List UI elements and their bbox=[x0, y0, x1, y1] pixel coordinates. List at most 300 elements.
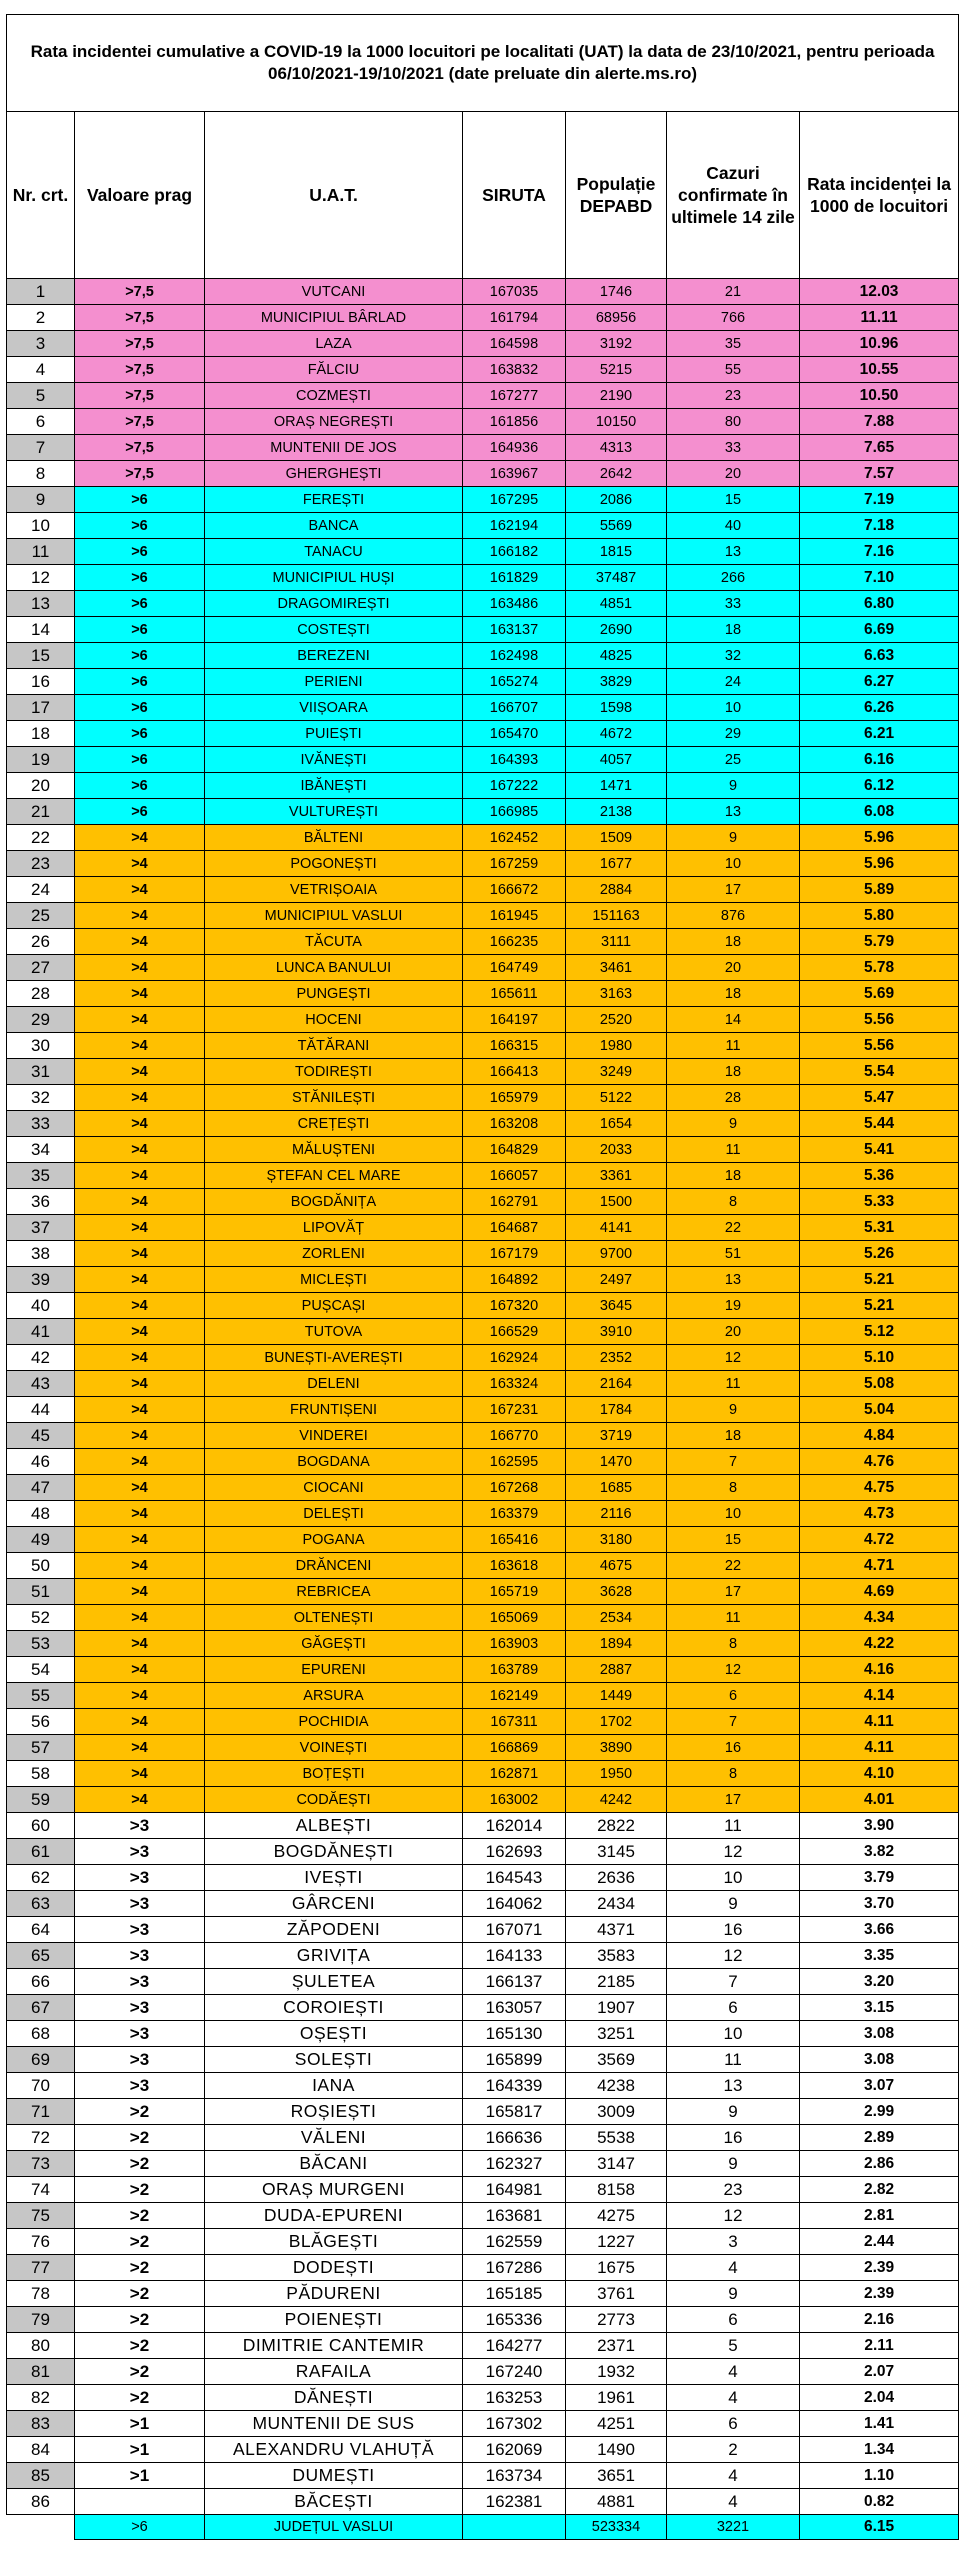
cell-rata: 3.82 bbox=[800, 1839, 959, 1865]
cell-siruta: 165130 bbox=[463, 2021, 566, 2047]
table-row bbox=[7, 2281, 959, 2307]
table-body bbox=[7, 279, 959, 2515]
cell-cazuri: 3 bbox=[667, 2229, 800, 2255]
table-title: Rata incidentei cumulative a COVID-19 la 1000 locuitori pe localitati (UAT) la data de 23/10/2021, pentru perioada 06/10/2021-19/10/2021 (date preluate din alerte.ms.ro) bbox=[7, 15, 959, 112]
table-row bbox=[7, 955, 959, 981]
cell-nr: 37 bbox=[7, 1215, 75, 1241]
cell-cazuri: 20 bbox=[667, 461, 800, 487]
cell-siruta: 165470 bbox=[463, 721, 566, 747]
cell-populatie: 2164 bbox=[566, 1371, 667, 1397]
table-row bbox=[7, 1059, 959, 1085]
cell-cazuri: 40 bbox=[667, 513, 800, 539]
cell-nr: 55 bbox=[7, 1683, 75, 1709]
cell-prag: >6 bbox=[75, 773, 205, 799]
cell-cazuri: 12 bbox=[667, 1839, 800, 1865]
cell-uat: ȘTEFAN CEL MARE bbox=[205, 1163, 463, 1189]
cell-populatie: 1815 bbox=[566, 539, 667, 565]
cell-uat: PĂDURENI bbox=[205, 2281, 463, 2307]
cell-siruta: 166636 bbox=[463, 2125, 566, 2151]
cell-prag: >2 bbox=[75, 2385, 205, 2411]
cell-rata: 4.69 bbox=[800, 1579, 959, 1605]
cell-rata: 6.69 bbox=[800, 617, 959, 643]
cell-rata: 5.26 bbox=[800, 1241, 959, 1267]
cell-cazuri: 11 bbox=[667, 2047, 800, 2073]
table-row bbox=[7, 825, 959, 851]
cell-nr: 24 bbox=[7, 877, 75, 903]
cell-nr: 60 bbox=[7, 1813, 75, 1839]
table-row bbox=[7, 1345, 959, 1371]
cell-uat: POCHIDIA bbox=[205, 1709, 463, 1735]
cell-populatie: 3163 bbox=[566, 981, 667, 1007]
cell-siruta: 166413 bbox=[463, 1059, 566, 1085]
cell-prag: >4 bbox=[75, 929, 205, 955]
cell-nr: 10 bbox=[7, 513, 75, 539]
cell-cazuri: 10 bbox=[667, 695, 800, 721]
table-row bbox=[7, 1293, 959, 1319]
cell-cazuri: 28 bbox=[667, 1085, 800, 1111]
cell-cazuri: 23 bbox=[667, 2177, 800, 2203]
cell-uat: GĂGEȘTI bbox=[205, 1631, 463, 1657]
cell-prag: >3 bbox=[75, 2073, 205, 2099]
cell-prag: >4 bbox=[75, 1189, 205, 1215]
cell-prag: >4 bbox=[75, 825, 205, 851]
cell-uat: PERIENI bbox=[205, 669, 463, 695]
cell-cazuri: 23 bbox=[667, 383, 800, 409]
cell-nr: 43 bbox=[7, 1371, 75, 1397]
cell-nr: 56 bbox=[7, 1709, 75, 1735]
cell-rata: 5.04 bbox=[800, 1397, 959, 1423]
cell-uat: VIIȘOARA bbox=[205, 695, 463, 721]
cell-prag: >2 bbox=[75, 2125, 205, 2151]
cell-prag: >2 bbox=[75, 2307, 205, 2333]
cell-rata: 5.80 bbox=[800, 903, 959, 929]
cell-prag: >4 bbox=[75, 1241, 205, 1267]
table-row bbox=[7, 669, 959, 695]
cell-uat: DODEȘTI bbox=[205, 2255, 463, 2281]
cell-siruta: 163789 bbox=[463, 1657, 566, 1683]
cell-nr: 69 bbox=[7, 2047, 75, 2073]
cell-rata: 3.66 bbox=[800, 1917, 959, 1943]
cell-siruta: 164598 bbox=[463, 331, 566, 357]
cell-rata: 12.03 bbox=[800, 279, 959, 305]
cell-rata: 2.99 bbox=[800, 2099, 959, 2125]
cell-populatie: 1907 bbox=[566, 1995, 667, 2021]
cell-prag: >4 bbox=[75, 1293, 205, 1319]
cell-populatie: 151163 bbox=[566, 903, 667, 929]
table-row bbox=[7, 1917, 959, 1943]
table-row bbox=[7, 2359, 959, 2385]
cell-siruta: 166985 bbox=[463, 799, 566, 825]
cell-siruta: 161829 bbox=[463, 565, 566, 591]
cell-siruta: 165611 bbox=[463, 981, 566, 1007]
cell-nr: 62 bbox=[7, 1865, 75, 1891]
cell-siruta: 163832 bbox=[463, 357, 566, 383]
cell-nr: 18 bbox=[7, 721, 75, 747]
cell-populatie: 1598 bbox=[566, 695, 667, 721]
table-row bbox=[7, 1215, 959, 1241]
table-row bbox=[7, 1137, 959, 1163]
cell-uat: LAZA bbox=[205, 331, 463, 357]
cell-uat: IBĂNEȘTI bbox=[205, 773, 463, 799]
cell-populatie: 4057 bbox=[566, 747, 667, 773]
table-row bbox=[7, 1969, 959, 1995]
cell-populatie: 4238 bbox=[566, 2073, 667, 2099]
header-rata: Rata incidenței la 1000 de locuitori bbox=[800, 112, 959, 279]
cell-nr: 61 bbox=[7, 1839, 75, 1865]
cell-populatie: 68956 bbox=[566, 305, 667, 331]
cell-uat: LIPOVĂȚ bbox=[205, 1215, 463, 1241]
table-row bbox=[7, 903, 959, 929]
cell-prag: >7,5 bbox=[75, 461, 205, 487]
cell-siruta: 165336 bbox=[463, 2307, 566, 2333]
cell-siruta: 164339 bbox=[463, 2073, 566, 2099]
cell-siruta: 162871 bbox=[463, 1761, 566, 1787]
cell-populatie: 1449 bbox=[566, 1683, 667, 1709]
table-row bbox=[7, 435, 959, 461]
cell-uat: MUNICIPIUL BÂRLAD bbox=[205, 305, 463, 331]
cell-populatie: 1490 bbox=[566, 2437, 667, 2463]
cell-siruta: 164543 bbox=[463, 1865, 566, 1891]
cell-rata: 2.07 bbox=[800, 2359, 959, 2385]
cell-siruta: 163681 bbox=[463, 2203, 566, 2229]
cell-rata: 5.21 bbox=[800, 1293, 959, 1319]
cell-cazuri: 8 bbox=[667, 1631, 800, 1657]
cell-rata: 3.79 bbox=[800, 1865, 959, 1891]
cell-rata: 5.89 bbox=[800, 877, 959, 903]
cell-siruta: 164277 bbox=[463, 2333, 566, 2359]
cell-populatie: 1470 bbox=[566, 1449, 667, 1475]
cell-prag: >7,5 bbox=[75, 305, 205, 331]
table-row bbox=[7, 2411, 959, 2437]
cell-rata: 2.82 bbox=[800, 2177, 959, 2203]
table-row bbox=[7, 695, 959, 721]
cell-rata: 4.84 bbox=[800, 1423, 959, 1449]
cell-prag: >2 bbox=[75, 2099, 205, 2125]
cell-rata: 4.75 bbox=[800, 1475, 959, 1501]
header-populatie: Populație DEPABD bbox=[566, 112, 667, 279]
cell-uat: MICLEȘTI bbox=[205, 1267, 463, 1293]
cell-populatie: 1509 bbox=[566, 825, 667, 851]
cell-siruta: 163208 bbox=[463, 1111, 566, 1137]
cell-cazuri: 4 bbox=[667, 2385, 800, 2411]
cell-prag: >4 bbox=[75, 1683, 205, 1709]
cell-populatie: 2086 bbox=[566, 487, 667, 513]
cell-siruta: 166869 bbox=[463, 1735, 566, 1761]
cell-cazuri: 4 bbox=[667, 2463, 800, 2489]
cell-siruta: 165274 bbox=[463, 669, 566, 695]
cell-siruta: 165719 bbox=[463, 1579, 566, 1605]
cell-rata: 4.34 bbox=[800, 1605, 959, 1631]
cell-siruta: 164687 bbox=[463, 1215, 566, 1241]
cell-cazuri: 13 bbox=[667, 2073, 800, 2099]
cell-prag: >4 bbox=[75, 1605, 205, 1631]
cell-uat: DELEȘTI bbox=[205, 1501, 463, 1527]
cell-cazuri: 2 bbox=[667, 2437, 800, 2463]
cell-cazuri: 4 bbox=[667, 2489, 800, 2515]
cell-prag: >2 bbox=[75, 2203, 205, 2229]
cell-siruta: 162452 bbox=[463, 825, 566, 851]
cell-prag: >1 bbox=[75, 2437, 205, 2463]
cell-prag: >3 bbox=[75, 1969, 205, 1995]
cell-nr: 32 bbox=[7, 1085, 75, 1111]
cell-nr: 36 bbox=[7, 1189, 75, 1215]
cell-rata: 6.21 bbox=[800, 721, 959, 747]
header-cazuri: Cazuri confirmate în ultimele 14 zile bbox=[667, 112, 800, 279]
table-row bbox=[7, 1449, 959, 1475]
cell-prag: >4 bbox=[75, 955, 205, 981]
table-row bbox=[7, 1813, 959, 1839]
cell-uat: VINDERЕI bbox=[205, 1423, 463, 1449]
cell-uat: COROIEȘTI bbox=[205, 1995, 463, 2021]
cell-rata: 6.26 bbox=[800, 695, 959, 721]
cell-rata: 4.72 bbox=[800, 1527, 959, 1553]
table-row bbox=[7, 461, 959, 487]
table-row bbox=[7, 1189, 959, 1215]
total-blank-cell bbox=[7, 2515, 75, 2540]
cell-nr: 8 bbox=[7, 461, 75, 487]
cell-nr: 1 bbox=[7, 279, 75, 305]
cell-uat: BĂCEȘTI bbox=[205, 2489, 463, 2515]
cell-prag: >3 bbox=[75, 1943, 205, 1969]
cell-rata: 5.96 bbox=[800, 825, 959, 851]
cell-prag: >4 bbox=[75, 903, 205, 929]
cell-populatie: 2884 bbox=[566, 877, 667, 903]
cell-cazuri: 4 bbox=[667, 2255, 800, 2281]
cell-cazuri: 12 bbox=[667, 1943, 800, 1969]
cell-uat: PUIEȘTI bbox=[205, 721, 463, 747]
cell-populatie: 3761 bbox=[566, 2281, 667, 2307]
cell-prag: >7,5 bbox=[75, 383, 205, 409]
table-row bbox=[7, 2047, 959, 2073]
cell-rata: 7.57 bbox=[800, 461, 959, 487]
cell-uat: ORAȘ NEGREȘTI bbox=[205, 409, 463, 435]
cell-prag: >4 bbox=[75, 1215, 205, 1241]
cell-nr: 33 bbox=[7, 1111, 75, 1137]
cell-prag: >4 bbox=[75, 1085, 205, 1111]
cell-rata: 7.10 bbox=[800, 565, 959, 591]
cell-uat: TUTOVA bbox=[205, 1319, 463, 1345]
cell-uat: POGANA bbox=[205, 1527, 463, 1553]
cell-prag: >3 bbox=[75, 1995, 205, 2021]
cell-prag: >4 bbox=[75, 1345, 205, 1371]
cell-populatie: 2190 bbox=[566, 383, 667, 409]
cell-cazuri: 16 bbox=[667, 2125, 800, 2151]
cell-nr: 11 bbox=[7, 539, 75, 565]
cell-cazuri: 7 bbox=[667, 1449, 800, 1475]
cell-populatie: 3583 bbox=[566, 1943, 667, 1969]
cell-prag: >6 bbox=[75, 799, 205, 825]
cell-populatie: 3192 bbox=[566, 331, 667, 357]
cell-prag: >2 bbox=[75, 2151, 205, 2177]
cell-rata: 5.79 bbox=[800, 929, 959, 955]
cell-prag: >2 bbox=[75, 2177, 205, 2203]
cell-prag: >4 bbox=[75, 1059, 205, 1085]
cell-populatie: 3569 bbox=[566, 2047, 667, 2073]
cell-uat: ȘULETEA bbox=[205, 1969, 463, 1995]
cell-siruta: 167071 bbox=[463, 1917, 566, 1943]
table-row bbox=[7, 2099, 959, 2125]
cell-populatie: 2371 bbox=[566, 2333, 667, 2359]
cell-siruta: 167311 bbox=[463, 1709, 566, 1735]
cell-prag: >7,5 bbox=[75, 279, 205, 305]
table-row bbox=[7, 1943, 959, 1969]
cell-cazuri: 18 bbox=[667, 1059, 800, 1085]
cell-cazuri: 9 bbox=[667, 825, 800, 851]
cell-nr: 84 bbox=[7, 2437, 75, 2463]
cell-siruta: 164936 bbox=[463, 435, 566, 461]
cell-populatie: 8158 bbox=[566, 2177, 667, 2203]
cell-siruta: 163734 bbox=[463, 2463, 566, 2489]
cell-uat: OLTENEȘTI bbox=[205, 1605, 463, 1631]
cell-prag: >6 bbox=[75, 695, 205, 721]
cell-cazuri: 13 bbox=[667, 539, 800, 565]
cell-rata: 6.63 bbox=[800, 643, 959, 669]
table-row bbox=[7, 1007, 959, 1033]
table-row bbox=[7, 617, 959, 643]
cell-rata: 3.70 bbox=[800, 1891, 959, 1917]
cell-rata: 5.41 bbox=[800, 1137, 959, 1163]
table-row bbox=[7, 1501, 959, 1527]
cell-cazuri: 9 bbox=[667, 2281, 800, 2307]
cell-prag: >4 bbox=[75, 1631, 205, 1657]
cell-nr: 86 bbox=[7, 2489, 75, 2515]
cell-rata: 4.76 bbox=[800, 1449, 959, 1475]
cell-uat: VOINEȘTI bbox=[205, 1735, 463, 1761]
cell-populatie: 1950 bbox=[566, 1761, 667, 1787]
cell-populatie: 1675 bbox=[566, 2255, 667, 2281]
cell-populatie: 4825 bbox=[566, 643, 667, 669]
cell-populatie: 2642 bbox=[566, 461, 667, 487]
cell-cazuri: 9 bbox=[667, 1397, 800, 1423]
cell-siruta: 162595 bbox=[463, 1449, 566, 1475]
cell-rata: 2.39 bbox=[800, 2255, 959, 2281]
cell-siruta: 165899 bbox=[463, 2047, 566, 2073]
cell-prag: >2 bbox=[75, 2333, 205, 2359]
cell-nr: 57 bbox=[7, 1735, 75, 1761]
table-row bbox=[7, 591, 959, 617]
cell-prag: >6 bbox=[75, 617, 205, 643]
table-row bbox=[7, 1891, 959, 1917]
cell-rata: 6.27 bbox=[800, 669, 959, 695]
cell-uat: IVEȘTI bbox=[205, 1865, 463, 1891]
cell-cazuri: 11 bbox=[667, 1033, 800, 1059]
table-row bbox=[7, 409, 959, 435]
cell-nr: 22 bbox=[7, 825, 75, 851]
cell-siruta: 164133 bbox=[463, 1943, 566, 1969]
cell-prag: >6 bbox=[75, 643, 205, 669]
table-row bbox=[7, 1423, 959, 1449]
table-row bbox=[7, 1267, 959, 1293]
cell-populatie: 1894 bbox=[566, 1631, 667, 1657]
table-row bbox=[7, 799, 959, 825]
cell-nr: 75 bbox=[7, 2203, 75, 2229]
cell-nr: 79 bbox=[7, 2307, 75, 2333]
cell-uat: COZMEȘTI bbox=[205, 383, 463, 409]
cell-nr: 26 bbox=[7, 929, 75, 955]
cell-rata: 6.80 bbox=[800, 591, 959, 617]
cell-nr: 14 bbox=[7, 617, 75, 643]
cell-siruta: 164062 bbox=[463, 1891, 566, 1917]
cell-prag: >7,5 bbox=[75, 435, 205, 461]
table-row bbox=[7, 2385, 959, 2411]
cell-prag: >4 bbox=[75, 1475, 205, 1501]
cell-cazuri: 33 bbox=[667, 435, 800, 461]
cell-cazuri: 8 bbox=[667, 1189, 800, 1215]
cell-siruta: 166672 bbox=[463, 877, 566, 903]
cell-rata: 4.16 bbox=[800, 1657, 959, 1683]
cell-cazuri: 9 bbox=[667, 1111, 800, 1137]
cell-cazuri: 22 bbox=[667, 1215, 800, 1241]
total-cazuri: 3221 bbox=[667, 2515, 800, 2540]
cell-rata: 3.08 bbox=[800, 2047, 959, 2073]
cell-rata: 2.44 bbox=[800, 2229, 959, 2255]
cell-rata: 2.04 bbox=[800, 2385, 959, 2411]
cell-siruta: 162069 bbox=[463, 2437, 566, 2463]
cell-prag: >2 bbox=[75, 2255, 205, 2281]
cell-siruta: 166529 bbox=[463, 1319, 566, 1345]
cell-siruta: 161856 bbox=[463, 409, 566, 435]
cell-uat: GRIVIȚA bbox=[205, 1943, 463, 1969]
cell-cazuri: 16 bbox=[667, 1735, 800, 1761]
table-row bbox=[7, 2073, 959, 2099]
cell-uat: ALBEȘTI bbox=[205, 1813, 463, 1839]
cell-cazuri: 10 bbox=[667, 851, 800, 877]
cell-nr: 74 bbox=[7, 2177, 75, 2203]
table-row bbox=[7, 357, 959, 383]
cell-nr: 54 bbox=[7, 1657, 75, 1683]
table-row bbox=[7, 539, 959, 565]
cell-uat: CODĂEȘTI bbox=[205, 1787, 463, 1813]
cell-rata: 7.19 bbox=[800, 487, 959, 513]
cell-populatie: 3890 bbox=[566, 1735, 667, 1761]
cell-populatie: 3719 bbox=[566, 1423, 667, 1449]
cell-rata: 5.21 bbox=[800, 1267, 959, 1293]
cell-rata: 5.56 bbox=[800, 1033, 959, 1059]
cell-prag: >4 bbox=[75, 1111, 205, 1137]
cell-siruta: 167240 bbox=[463, 2359, 566, 2385]
cell-prag: >4 bbox=[75, 1579, 205, 1605]
cell-uat: MUNTENII DE SUS bbox=[205, 2411, 463, 2437]
table-row bbox=[7, 929, 959, 955]
cell-populatie: 2116 bbox=[566, 1501, 667, 1527]
cell-uat: DELENI bbox=[205, 1371, 463, 1397]
cell-uat: ZORLENI bbox=[205, 1241, 463, 1267]
cell-cazuri: 9 bbox=[667, 2151, 800, 2177]
cell-prag: >4 bbox=[75, 1709, 205, 1735]
table-row bbox=[7, 643, 959, 669]
cell-cazuri: 15 bbox=[667, 1527, 800, 1553]
cell-uat: POIENEȘTI bbox=[205, 2307, 463, 2333]
table-row bbox=[7, 2333, 959, 2359]
cell-nr: 17 bbox=[7, 695, 75, 721]
cell-nr: 25 bbox=[7, 903, 75, 929]
cell-siruta: 165416 bbox=[463, 1527, 566, 1553]
cell-uat: STĂNILEȘTI bbox=[205, 1085, 463, 1111]
cell-cazuri: 35 bbox=[667, 331, 800, 357]
table-row bbox=[7, 1735, 959, 1761]
cell-cazuri: 7 bbox=[667, 1709, 800, 1735]
cell-uat: PUNGEȘTI bbox=[205, 981, 463, 1007]
cell-prag: >3 bbox=[75, 1891, 205, 1917]
cell-cazuri: 266 bbox=[667, 565, 800, 591]
cell-siruta: 163002 bbox=[463, 1787, 566, 1813]
cell-rata: 4.11 bbox=[800, 1709, 959, 1735]
cell-nr: 83 bbox=[7, 2411, 75, 2437]
cell-nr: 45 bbox=[7, 1423, 75, 1449]
cell-rata: 4.01 bbox=[800, 1787, 959, 1813]
cell-rata: 2.89 bbox=[800, 2125, 959, 2151]
cell-rata: 5.36 bbox=[800, 1163, 959, 1189]
